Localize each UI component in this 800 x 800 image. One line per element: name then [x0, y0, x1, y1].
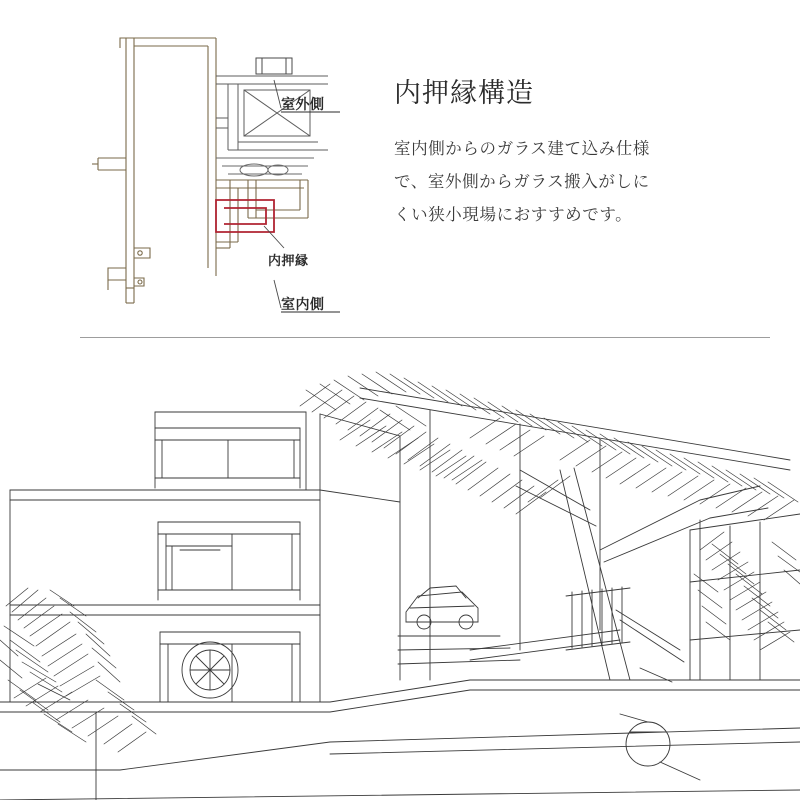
diagram-block — [78, 18, 368, 318]
body-paragraph: 室内側からのガラス建て込み仕様で、室外側からガラス搬入がしにくい狭小現場におすすめです。 — [394, 139, 651, 225]
label-glazing-bead-callout: 内押縁 — [268, 254, 309, 269]
top-section — [0, 0, 800, 340]
label-outside: 室外側 — [281, 97, 325, 113]
house-exterior-line-drawing — [0, 350, 800, 800]
text-block — [394, 78, 694, 231]
window-frame-cross-section-diagram — [78, 18, 368, 318]
label-inside: 室内側 — [281, 297, 325, 313]
page-title: 内押縁構造 — [394, 78, 534, 109]
illustration-svg — [0, 350, 800, 800]
section-divider — [80, 337, 770, 338]
